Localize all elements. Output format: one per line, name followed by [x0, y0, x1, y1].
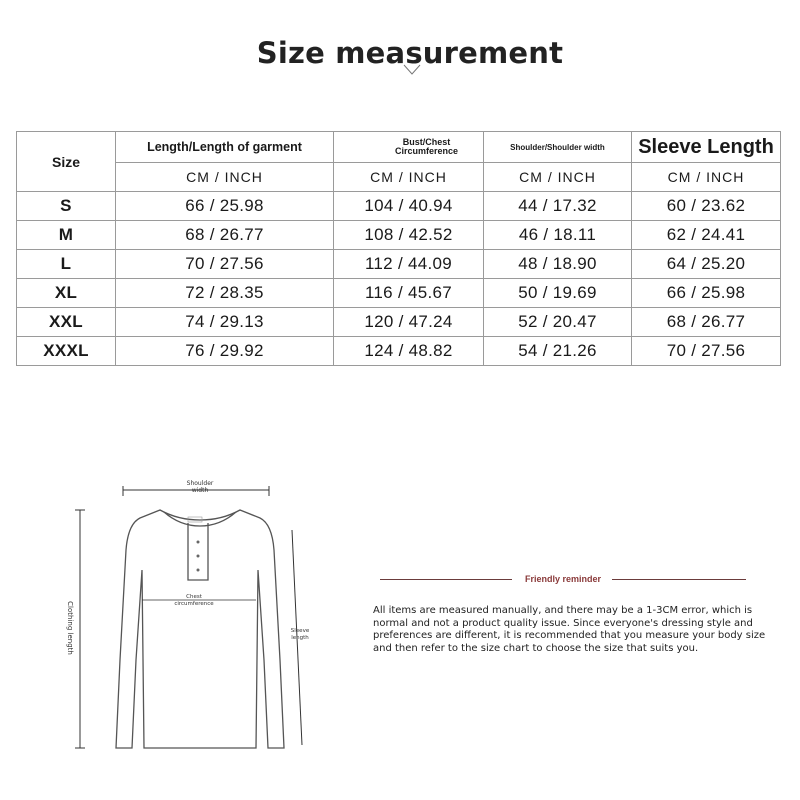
length-cell: 70 / 27.56: [116, 250, 334, 279]
sleeve-cell: 64 / 25.20: [632, 250, 781, 279]
length-cell: 72 / 28.35: [116, 279, 334, 308]
shoulder-measure: [123, 480, 269, 496]
bust-cell: 104 / 40.94: [334, 192, 484, 221]
bust-cell: 116 / 45.67: [334, 279, 484, 308]
header-sleeve: Sleeve Length: [632, 132, 781, 163]
reminder-title: Friendly reminder: [524, 574, 602, 584]
table-header-row: [17, 132, 781, 163]
header-shoulder: Shoulder/Shoulder width: [484, 132, 632, 163]
chest-label: Chest: [186, 594, 202, 600]
placket-buttons: [197, 541, 200, 572]
chest-label-2: circumference: [174, 601, 214, 607]
garment-diagram: [60, 460, 320, 760]
table-row: [17, 221, 781, 250]
sleeve-cell: 70 / 27.56: [632, 337, 781, 366]
shoulder-cell: 52 / 20.47: [484, 308, 632, 337]
table-row: [17, 279, 781, 308]
size-cell: XL: [17, 279, 116, 308]
table-units-row: [17, 163, 781, 192]
length-cell: 68 / 26.77: [116, 221, 334, 250]
table-row: [17, 192, 781, 221]
size-cell: M: [17, 221, 116, 250]
sleeve-label-2: length: [291, 635, 309, 641]
length-measure: [66, 510, 85, 748]
shoulder-label-2: width: [191, 487, 209, 494]
size-table: [16, 131, 781, 366]
length-cell: 76 / 29.92: [116, 337, 334, 366]
header-length: Length/Length of garment: [116, 132, 334, 163]
shirt-outline: [116, 510, 284, 748]
header-bust: Bust/Chest Circumference: [334, 132, 484, 163]
shoulder-cell: 48 / 18.90: [484, 250, 632, 279]
sleeve-cell: 68 / 26.77: [632, 308, 781, 337]
header-size: Size: [17, 132, 116, 192]
length-label: Clothing length: [66, 601, 74, 655]
reminder-text: All items are measured manually, and there may be a 1-3CM error, which is normal and not a product quality issue. Since everyone's dressing style and preferences are different, it is recommended that you measure your body size and then refer to the size chart to choose the size that suits you.: [373, 605, 766, 654]
title-notch-decoration: [403, 64, 421, 76]
bust-cell: 120 / 47.24: [334, 308, 484, 337]
unit-cell: CM / INCH: [116, 163, 334, 192]
sleeve-cell: 66 / 25.98: [632, 279, 781, 308]
chest-measure: [142, 594, 256, 607]
sleeve-cell: 62 / 24.41: [632, 221, 781, 250]
bust-cell: 108 / 42.52: [334, 221, 484, 250]
size-cell: L: [17, 250, 116, 279]
size-cell: S: [17, 192, 116, 221]
bust-cell: 112 / 44.09: [334, 250, 484, 279]
table-row: [17, 337, 781, 366]
table-row: [17, 308, 781, 337]
table-row: [17, 250, 781, 279]
page-title: Size measurement: [256, 36, 564, 70]
sleeve-cell: 60 / 23.62: [632, 192, 781, 221]
sleeve-measure: [291, 530, 310, 745]
size-cell: XXXL: [17, 337, 116, 366]
shoulder-cell: 54 / 21.26: [484, 337, 632, 366]
size-cell: XXL: [17, 308, 116, 337]
shoulder-label: Shoulder: [186, 480, 214, 487]
shoulder-cell: 46 / 18.11: [484, 221, 632, 250]
length-cell: 74 / 29.13: [116, 308, 334, 337]
sleeve-label: Sleeve: [290, 628, 310, 634]
shoulder-cell: 44 / 17.32: [484, 192, 632, 221]
bust-cell: 124 / 48.82: [334, 337, 484, 366]
length-cell: 66 / 25.98: [116, 192, 334, 221]
unit-cell: CM / INCH: [484, 163, 632, 192]
shoulder-cell: 50 / 19.69: [484, 279, 632, 308]
unit-cell: CM / INCH: [334, 163, 484, 192]
unit-cell: CM / INCH: [632, 163, 781, 192]
